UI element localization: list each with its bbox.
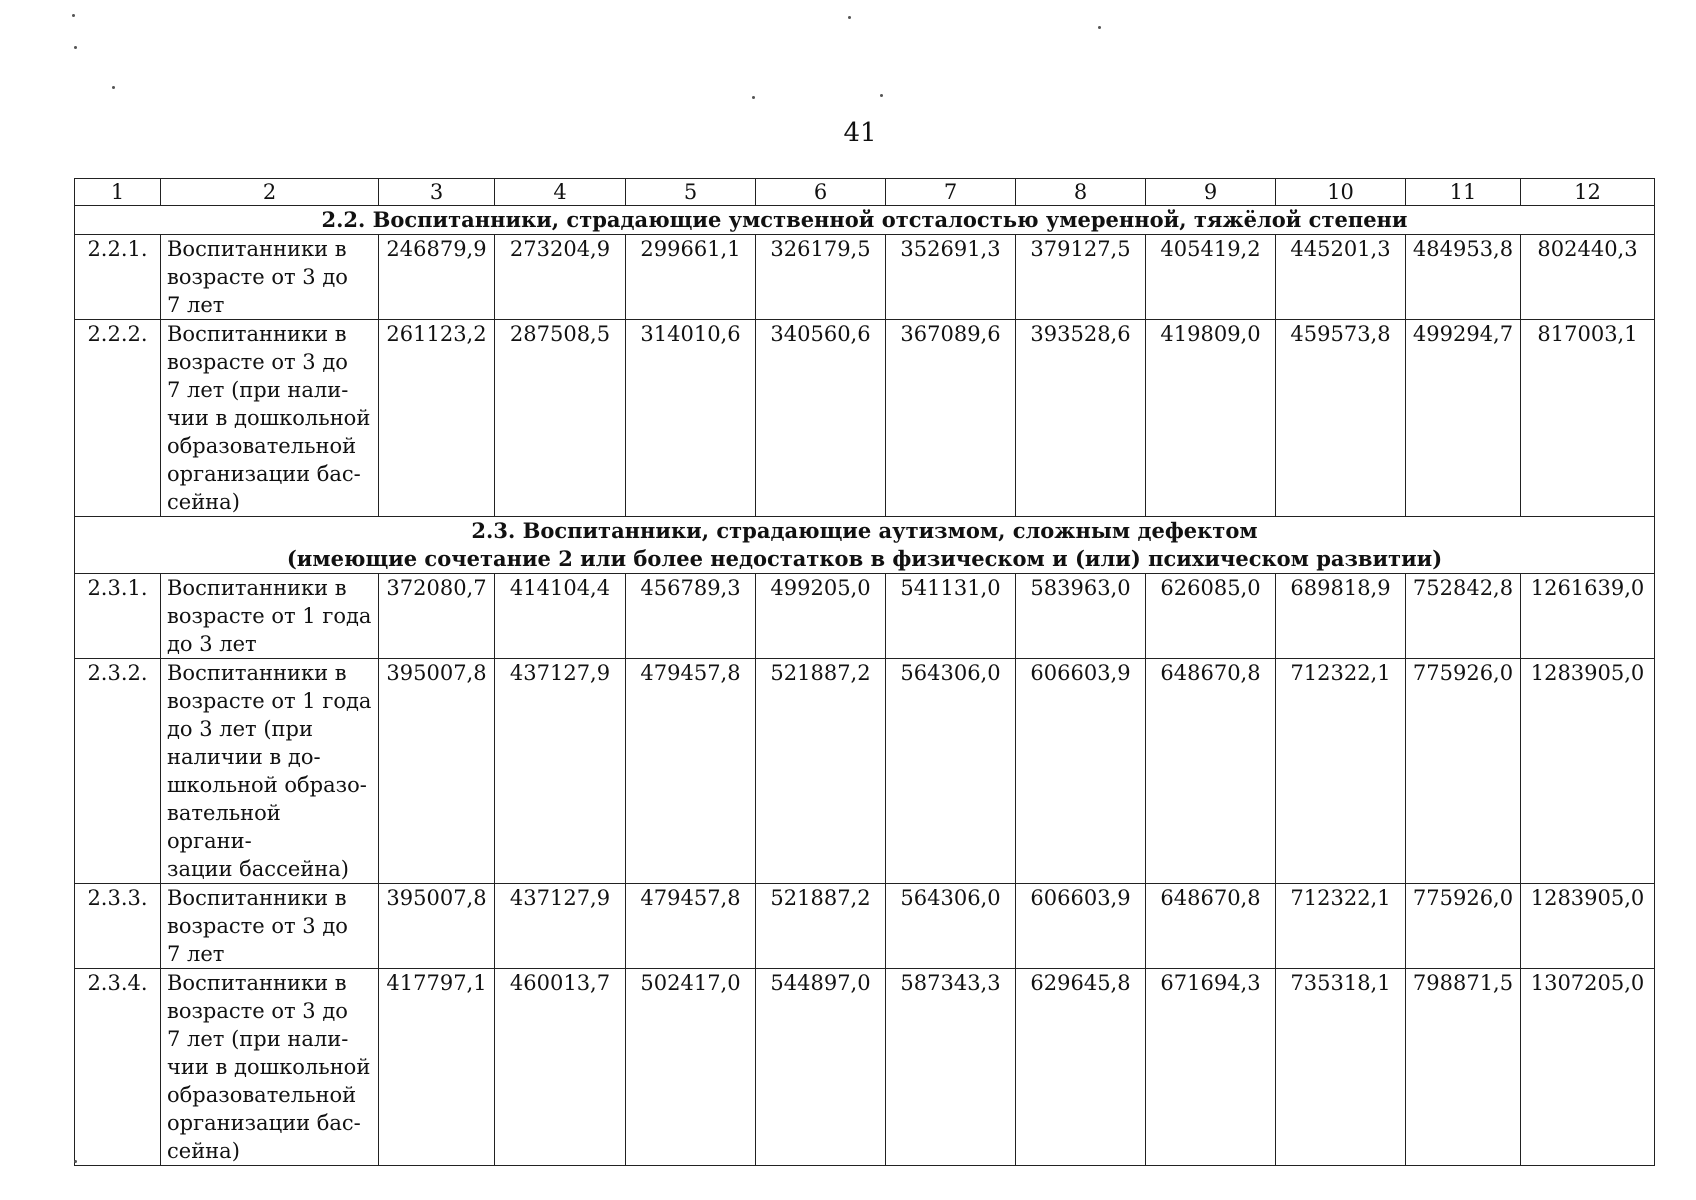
- value-cell: 273204,9: [495, 235, 626, 320]
- table-row: [75, 574, 1655, 659]
- scan-speck: [880, 94, 883, 97]
- scan-speck: [1098, 26, 1101, 29]
- value-cell: 484953,8: [1406, 235, 1521, 320]
- scan-speck: [848, 16, 851, 19]
- row-description: [161, 884, 379, 969]
- description-line: организации бас-: [167, 462, 361, 486]
- value-cell: 437127,9: [495, 884, 626, 969]
- scan-speck: [752, 96, 755, 99]
- description-line: чии в дошкольной: [167, 1055, 371, 1079]
- value-cell: 798871,5: [1406, 969, 1521, 1166]
- value-cell: 802440,3: [1521, 235, 1655, 320]
- value-cell: 287508,5: [495, 320, 626, 517]
- section-row: [75, 206, 1655, 235]
- value-cell: 521887,2: [756, 884, 886, 969]
- table-row: [75, 969, 1655, 1166]
- description-line: возрасте от 1 года: [167, 689, 372, 713]
- value-cell: 1307205,0: [1521, 969, 1655, 1166]
- table-row: [75, 659, 1655, 884]
- description-line: сейна): [167, 1139, 240, 1163]
- value-cell: 372080,7: [379, 574, 495, 659]
- value-cell: 460013,7: [495, 969, 626, 1166]
- value-cell: 340560,6: [756, 320, 886, 517]
- value-cell: 775926,0: [1406, 659, 1521, 884]
- column-number: 3: [379, 179, 495, 206]
- row-description: [161, 659, 379, 884]
- value-cell: 367089,6: [886, 320, 1016, 517]
- value-cell: 456789,3: [626, 574, 756, 659]
- description-line: до 3 лет (при: [167, 717, 313, 741]
- value-cell: 414104,4: [495, 574, 626, 659]
- row-code: 2.2.1.: [75, 235, 161, 320]
- value-cell: 379127,5: [1016, 235, 1146, 320]
- column-number: 7: [886, 179, 1016, 206]
- description-line: наличии в до-: [167, 745, 321, 769]
- description-line: 7 лет (при нали-: [167, 1027, 349, 1051]
- value-cell: 752842,8: [1406, 574, 1521, 659]
- row-description: [161, 235, 379, 320]
- row-code: 2.3.4.: [75, 969, 161, 1166]
- value-cell: 417797,1: [379, 969, 495, 1166]
- value-cell: 735318,1: [1276, 969, 1406, 1166]
- scan-speck: [74, 1160, 77, 1163]
- description-line: вательной органи-: [167, 801, 281, 853]
- value-cell: 395007,8: [379, 884, 495, 969]
- value-cell: 564306,0: [886, 884, 1016, 969]
- value-cell: 626085,0: [1146, 574, 1276, 659]
- value-cell: 544897,0: [756, 969, 886, 1166]
- description-line: школьной образо-: [167, 773, 367, 797]
- description-line: возрасте от 3 до: [167, 350, 348, 374]
- table-row: [75, 320, 1655, 517]
- value-cell: 1283905,0: [1521, 659, 1655, 884]
- value-cell: 459573,8: [1276, 320, 1406, 517]
- column-number: 12: [1521, 179, 1655, 206]
- column-number: 9: [1146, 179, 1276, 206]
- scan-speck: [74, 46, 77, 49]
- row-code: 2.2.2.: [75, 320, 161, 517]
- value-cell: 1283905,0: [1521, 884, 1655, 969]
- row-description: [161, 320, 379, 517]
- column-number: 2: [161, 179, 379, 206]
- value-cell: 299661,1: [626, 235, 756, 320]
- value-cell: 502417,0: [626, 969, 756, 1166]
- scan-speck: [112, 86, 115, 89]
- column-number: 6: [756, 179, 886, 206]
- section-title-line: 2.2. Воспитанники, страдающие умственной отсталостью умеренной, тяжёлой степени: [321, 207, 1408, 232]
- value-cell: 521887,2: [756, 659, 886, 884]
- column-number: 8: [1016, 179, 1146, 206]
- value-cell: 648670,8: [1146, 884, 1276, 969]
- column-number: 5: [626, 179, 756, 206]
- value-cell: 587343,3: [886, 969, 1016, 1166]
- value-cell: 326179,5: [756, 235, 886, 320]
- column-number: 10: [1276, 179, 1406, 206]
- value-cell: 479457,8: [626, 884, 756, 969]
- section-row: [75, 517, 1655, 574]
- section-title: [75, 517, 1655, 574]
- row-code: 2.3.2.: [75, 659, 161, 884]
- column-number: 4: [495, 179, 626, 206]
- description-line: чии в дошкольной: [167, 406, 371, 430]
- value-cell: 689818,9: [1276, 574, 1406, 659]
- description-line: 7 лет: [167, 293, 225, 317]
- section-title-line: 2.3. Воспитанники, страдающие аутизмом, сложным дефектом: [471, 518, 1258, 543]
- description-line: возрасте от 1 года: [167, 604, 372, 628]
- description-line: образовательной: [167, 434, 357, 458]
- value-cell: 712322,1: [1276, 884, 1406, 969]
- description-line: Воспитанники в: [167, 661, 347, 685]
- value-cell: 629645,8: [1016, 969, 1146, 1166]
- value-cell: 606603,9: [1016, 884, 1146, 969]
- value-cell: 437127,9: [495, 659, 626, 884]
- row-description: [161, 574, 379, 659]
- value-cell: 564306,0: [886, 659, 1016, 884]
- description-line: возрасте от 3 до: [167, 914, 348, 938]
- value-cell: 314010,6: [626, 320, 756, 517]
- column-number: 11: [1406, 179, 1521, 206]
- description-line: до 3 лет: [167, 632, 257, 656]
- column-number: 1: [75, 179, 161, 206]
- row-code: 2.3.1.: [75, 574, 161, 659]
- value-cell: 395007,8: [379, 659, 495, 884]
- description-line: Воспитанники в: [167, 237, 347, 261]
- description-line: возрасте от 3 до: [167, 265, 348, 289]
- description-line: организации бас-: [167, 1111, 361, 1135]
- description-line: сейна): [167, 490, 240, 514]
- description-line: Воспитанники в: [167, 322, 347, 346]
- section-title: [75, 206, 1655, 235]
- value-cell: 648670,8: [1146, 659, 1276, 884]
- description-line: Воспитанники в: [167, 576, 347, 600]
- value-cell: 671694,3: [1146, 969, 1276, 1166]
- value-cell: 393528,6: [1016, 320, 1146, 517]
- value-cell: 246879,9: [379, 235, 495, 320]
- value-cell: 261123,2: [379, 320, 495, 517]
- value-cell: 499294,7: [1406, 320, 1521, 517]
- value-cell: 405419,2: [1146, 235, 1276, 320]
- description-line: зации бассейна): [167, 857, 349, 881]
- value-cell: 817003,1: [1521, 320, 1655, 517]
- row-code: 2.3.3.: [75, 884, 161, 969]
- description-line: Воспитанники в: [167, 971, 347, 995]
- page-number: 41: [843, 118, 877, 148]
- value-cell: 499205,0: [756, 574, 886, 659]
- row-description: [161, 969, 379, 1166]
- value-cell: 583963,0: [1016, 574, 1146, 659]
- value-cell: 1261639,0: [1521, 574, 1655, 659]
- description-line: Воспитанники в: [167, 886, 347, 910]
- value-cell: 541131,0: [886, 574, 1016, 659]
- value-cell: 445201,3: [1276, 235, 1406, 320]
- value-cell: 352691,3: [886, 235, 1016, 320]
- section-title-line: (имеющие сочетание 2 или более недостатков в физическом и (или) психическом развитии): [286, 546, 1443, 571]
- table-row: [75, 235, 1655, 320]
- description-line: 7 лет: [167, 942, 225, 966]
- description-line: образовательной: [167, 1083, 357, 1107]
- tariff-table: [74, 178, 1655, 1166]
- value-cell: 419809,0: [1146, 320, 1276, 517]
- value-cell: 479457,8: [626, 659, 756, 884]
- value-cell: 712322,1: [1276, 659, 1406, 884]
- value-cell: 775926,0: [1406, 884, 1521, 969]
- value-cell: 606603,9: [1016, 659, 1146, 884]
- description-line: 7 лет (при нали-: [167, 378, 349, 402]
- table-row: [75, 884, 1655, 969]
- scan-speck: [72, 14, 75, 17]
- column-number-row: [75, 179, 1655, 206]
- description-line: возрасте от 3 до: [167, 999, 348, 1023]
